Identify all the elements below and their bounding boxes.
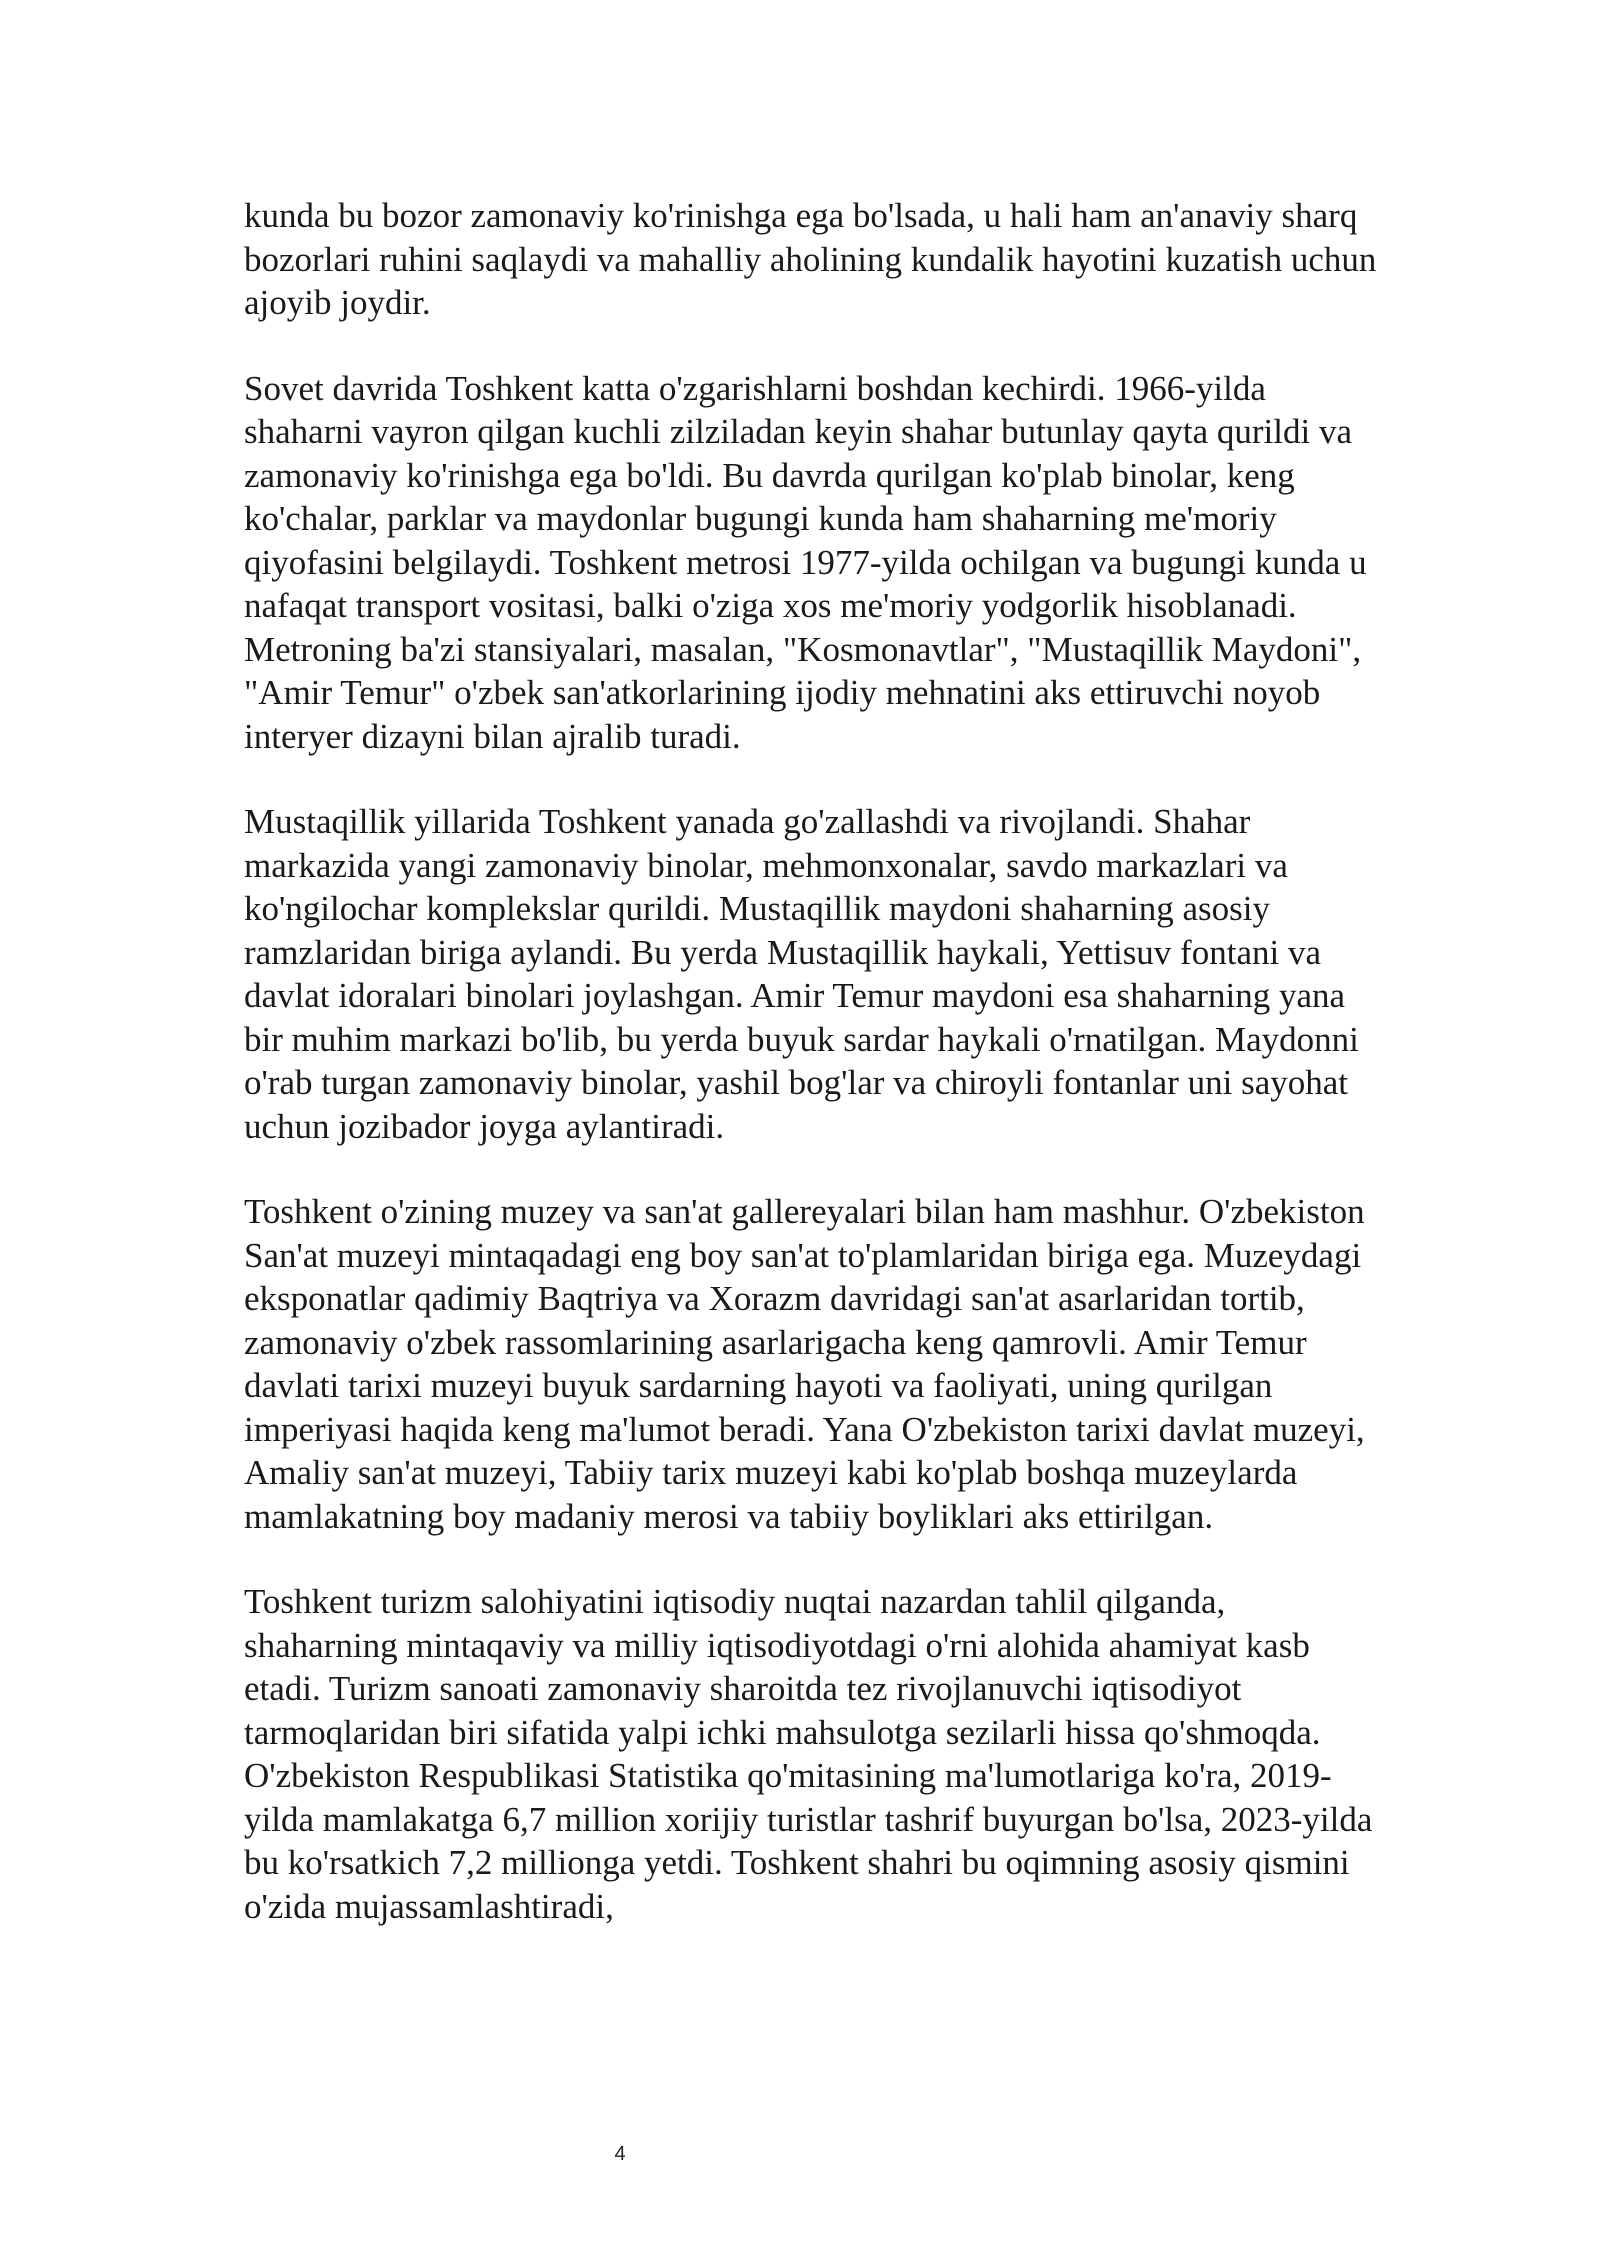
page-number: 4 bbox=[614, 2143, 626, 2165]
paragraph-1: kunda bu bozor zamonaviy ko'rinishga ega bo'lsada, u hali ham an'anaviy sharq bozorlari ruhini saqlaydi va mahalliy aholining kundalik hayotini kuzatish uchun ajoyib joydir. bbox=[244, 196, 1377, 322]
paragraph-2: Sovet davrida Toshkent katta o'zgarishlarni boshdan kechirdi. 1966-yilda shaharni vayron qilgan kuchli zilziladan keyin shahar butunlay qayta qurildi va zamonaviy ko'rinishga ega bo'ldi. Bu davrda qurilgan ko'plab binolar, keng ko'chalar, parklar va maydonlar bugungi kunda ham shaharning me'moriy qiyofasini belgilaydi. Toshkent metrosi 1977-yilda ochilgan va bugungi kunda u nafaqat transport vositasi, balki o'ziga xos me'moriy yodgorlik hisoblanadi. Metroning ba'zi stansiyalari, masalan, "Kosmonavtlar", "Mustaqillik Maydoni", "Amir Temur" o'zbek san'atkorlarining ijodiy mehnatini aks ettiruvchi noyob interyer dizayni bilan ajralib turadi. bbox=[244, 368, 1367, 756]
document-body bbox=[244, 194, 1384, 1970]
paragraph-5: Toshkent turizm salohiyatini iqtisodiy nuqtai nazardan tahlil qilganda, shaharning mintaqaviy va milliy iqtisodiyotdagi o'rni alohida ahamiyat kasb etadi. Turizm sanoati zamonaviy sharoitda tez rivojlanuvchi iqtisodiyot tarmoqlaridan biri sifatida yalpi ichki mahsulotga sezilarli hissa qo'shmoqda. O'zbekiston Respublikasi Statistika qo'mitasining ma'lumotlariga ko'ra, 2019-yilda mamlakatga 6,7 million xorijiy turistlar tashrif buyurgan bo'lsa, 2023-yilda bu ko'rsatkich 7,2 millionga yetdi. Toshkent shahri bu oqimning asosiy qismini o'zida mujassamlashtiradi, bbox=[244, 1582, 1373, 1926]
paragraph-4: Toshkent o'zining muzey va san'at gallereyalari bilan ham mashhur. O'zbekiston San'at muzeyi mintaqadagi eng boy san'at to'plamlaridan biriga ega. Muzeydagi eksponatlar qadimiy Baqtriya va Xorazm davridagi san'at asarlaridan tortib, zamonaviy o'zbek rassomlarining asarlarigacha keng qamrovli. Amir Temur davlati tarixi muzeyi buyuk sardarning hayoti va faoliyati, uning qurilgan imperiyasi haqida keng ma'lumot beradi. Yana O'zbekiston tarixi davlat muzeyi, Amaliy san'at muzeyi, Tabiiy tarix muzeyi kabi ko'plab boshqa muzeylarda mamlakatning boy madaniy merosi va tabiiy boyliklari aks ettirilgan. bbox=[244, 1192, 1365, 1536]
paragraph-3: Mustaqillik yillarida Toshkent yanada go'zallashdi va rivojlandi. Shahar markazida yangi zamonaviy binolar, mehmonxonalar, savdo markazlari va ko'ngilochar komplekslar qurildi. Mustaqillik maydoni shaharning asosiy ramzlaridan biriga aylandi. Bu yerda Mustaqillik haykali, Yettisuv fontani va davlat idoralari binolari joylashgan. Amir Temur maydoni esa shaharning yana bir muhim markazi bo'lib, bu yerda buyuk sardar haykali o'rnatilgan. Maydonni o'rab turgan zamonaviy binolar, yashil bog'lar va chiroyli fontanlar uni sayohat uchun jozibador joyga aylantiradi. bbox=[244, 802, 1359, 1146]
